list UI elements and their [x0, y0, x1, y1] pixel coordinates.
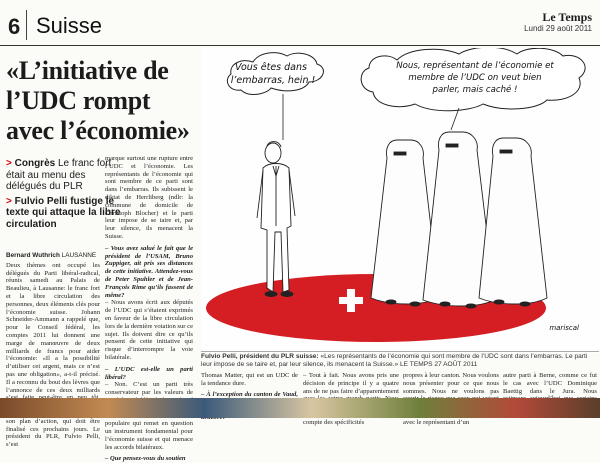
- subhead-lead: Congrès: [14, 158, 56, 169]
- interview-question: – Que pensez-vous du soutien: [105, 455, 186, 463]
- interview-question: – L’UDC est-elle un parti libéral?: [105, 365, 193, 381]
- swiss-cross-bar-v: [347, 289, 355, 312]
- veiled-figure: [479, 138, 547, 306]
- caption-rule: [201, 351, 599, 352]
- cartoonist-signature: mariscal: [549, 324, 579, 332]
- section-title: Suisse: [36, 13, 103, 38]
- interview-question: – À l’exception du canton de Vaud,: [201, 390, 298, 398]
- interview-answer: – Non. C’est un parti très conservateur par les valeurs de populaire qui remet en question un instrument fondamental pour l’économie suisse et qui menace les accords bilatéraux.: [105, 381, 193, 451]
- subhead-marker: >: [6, 158, 12, 169]
- article-column-1: [6, 252, 100, 449]
- interview-answer: – Nous avons écrit aux députés de l’UDC qui s’étaient exprimés en faveur de la libre circulation lors de la dernière votation sur ce sujet. Ils doivent dire ce qu’ils pensent de cette initiative qui risque d’interrompre la voie bilatérale.: [105, 299, 193, 361]
- byline: [6, 252, 100, 260]
- headline-line: «L’initiative de: [6, 56, 169, 85]
- newspaper-name: Le Temps: [542, 10, 592, 24]
- article-text: marque surtout une rupture entre l’UDC et l’économie. Les représentants de l’économie qui sont membre de ce parti sont dans l’embarras. Ils subissent le diktat de Herrliberg (ndlr: la commune de domicile de Christoph Blocher) et le parti leur impose de se taire et, par leur silence, ils menacent la Suisse.: [105, 155, 193, 240]
- interview-question: – Vous avez salué le fait que le président de l’USAM, Bruno Zuppiger, ait pris ses distances de cette initiative. Attendez-vous de Peter Spuhler et de Jean-François Rime qu’ils fassent de même?: [105, 244, 193, 299]
- article-text: autre parti à Berne, comme ce fut le cas avec l’UDC Dominique Baettig dans le Jura. Nous: [503, 372, 597, 395]
- subhead-text: Fulvio Pelli fustige le texte qui attaque la libre circulation: [6, 195, 121, 230]
- cartoon-caption: [201, 353, 599, 369]
- bubble-right-line: Nous, représentant de l’économie et: [396, 61, 554, 71]
- bubble-tail-right: [451, 108, 459, 130]
- header-rule: [0, 45, 600, 46]
- bottom-photo-strip: [0, 398, 600, 418]
- byline-place: LAUSANNE: [61, 252, 97, 259]
- caption-lead: Fulvio Pelli, président du PLR suisse:: [201, 353, 319, 360]
- man-in-suit: [257, 142, 295, 297]
- article-text: propres à leur canton. Nous voulons nous présenter pour ce que nous sommes. Nous ne voulons pas avec le représentant d’un: [403, 372, 499, 426]
- headline-line: l’UDC rompt: [6, 86, 151, 115]
- cartoon-drawing: [201, 48, 600, 353]
- editorial-cartoon: [201, 48, 600, 353]
- article-text: Thomas Matter, qui est un UDC de la tendance dure.: [201, 372, 298, 387]
- byline-author: Bernard Wuthrich: [6, 252, 60, 259]
- page-header: [0, 0, 600, 48]
- bubble-left-line: l’embarras, hein !: [230, 75, 316, 86]
- bubble-right-line: parler, mais caché !: [432, 85, 518, 95]
- subhead-text: Le franc fort était au menu des délégués du PLR: [6, 158, 112, 192]
- bubble-right-line: membre de l’UDC on veut bien: [408, 73, 542, 83]
- speech-bubble-left: [227, 53, 323, 95]
- headline: [6, 56, 196, 146]
- article-text: Deux thèmes ont occupé les délégués du Parti libéral-radical, réunis samedi au Palais de Beaulieu, à Lausanne: le franc fort et la libre circulation des personnes, deux éléments clés pour l’économie suisse. Johann Schneider-Ammann a rappelé que, pour le Conseil fédéral, les comptes 2011 lui donnent une marge de manœuvre de deux milliards de francs pour aider l’économie: «Il a la possibilité d’utiliser cet argent, mais ce n’est pas une obligation», a-t-il précisé. Il a reconnu du bout des lèvres que l’annonce de ces deux milliards son plan d’action, qui doit être finalisé ces prochains jours. Le président du PLR, Fulvio Pelli, s’est: [6, 261, 100, 449]
- header-divider: [26, 10, 27, 40]
- headline-line: avec l’économie»: [6, 116, 190, 145]
- article-text: – Tout à fait. Nous avons pris une décision de principe il y a quatre ans de ne pas faire d’apparentement compte des spécificités: [303, 372, 399, 426]
- issue-date: Lundi 29 août 2011: [524, 24, 592, 33]
- caption-text: «Les représentants de l’économie qui sont membre de l’UDC sont dans l’embarras. Le parti leur impose de se taire et, par leur silence, ils menacent la Suisse.» LE TEMPS 27 AOÛT 2011: [201, 353, 588, 368]
- subhead-marker: >: [6, 195, 12, 207]
- page-number: 6: [8, 14, 21, 39]
- bubble-left-line: Vous êtes dans: [235, 62, 307, 73]
